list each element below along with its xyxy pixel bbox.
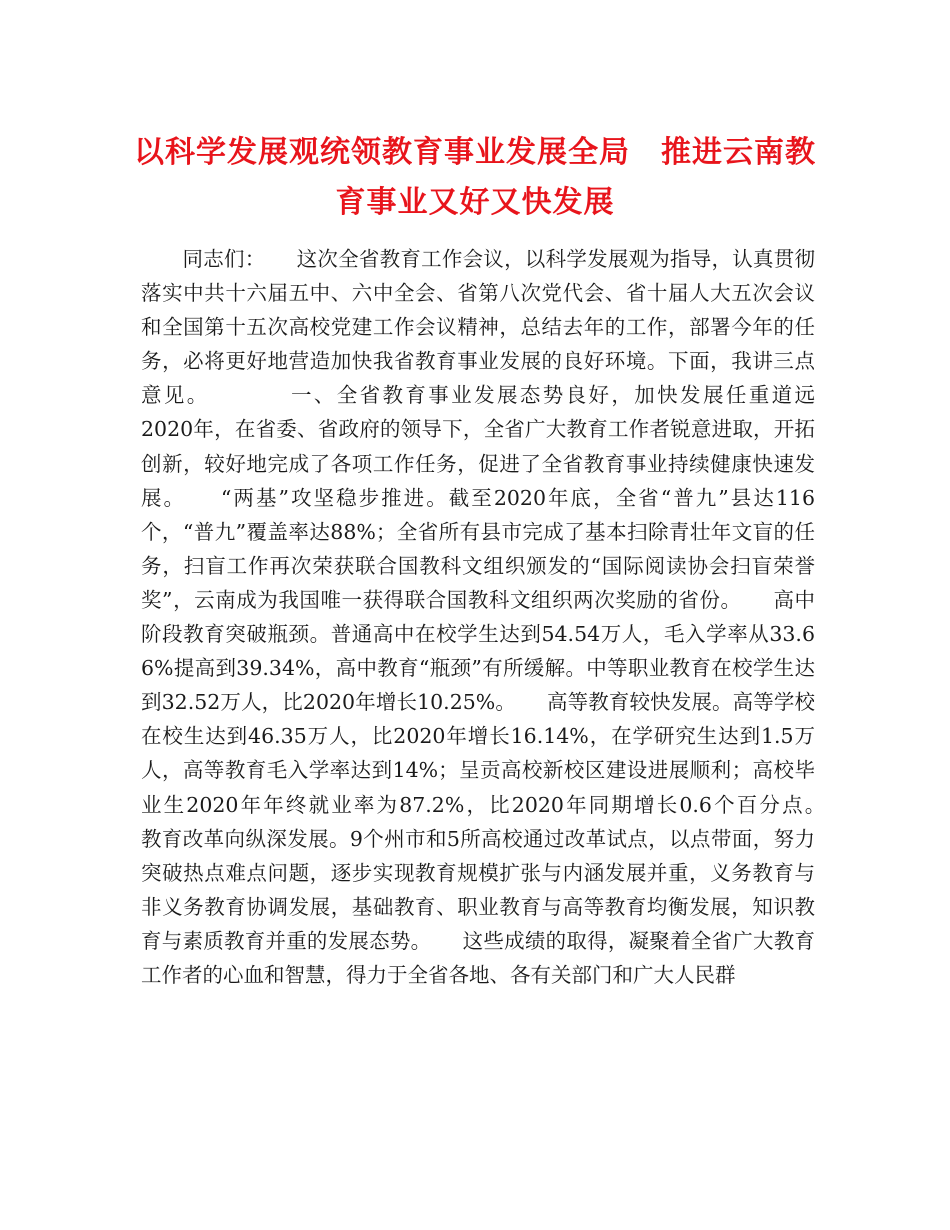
document-body: 同志们： 这次全省教育工作会议，以科学发展观为指导，认真贯彻落实中共十六届五中、六中全会、省第八次党代会、省十届人大五次会议和全国第十五次高校党建工作会议精神，总结去年的工作，部署今年的任务，必将更好地营造加快我省教育事业发展的良好环境。下面，我讲三点意见。 一、全省教育事业发展态势良好，加快发展任重道远 2020年，在省委、省政府的领导下，全省广大教育工作者锐意进取，开拓创新，较好地完成了各项工作任务，促进了全省教育事业持续健康快速发展。 “两基”攻坚稳步推进。截至2020年底，全省“普九”县达116个，“普九”覆盖率达88%；全省所有县市完成了基本扫除青壮年文盲的任务，扫盲工作再次荣获联合国教科文组织颁发的“国际阅读协会扫盲荣誉奖”，云南成为我国唯一获得联合国教科文组织两次奖励的省份。 高中阶段教育突破瓶颈。普通高中在校学生达到54.54万人，毛入学率从33.66%提高到39.34%，高中教育“瓶颈”有所缓解。中等职业教育在校学生达到32.52万人，比2020年增长10.25%。 高等教育较快发展。高等学校在校生达到46.35万人，比2020年增长16.14%，在学研究生达到1.5万人，高等教育毛入学率达到14%；呈贡高校新校区建设进展顺利；高校毕业生2020年年终就业率为87.2%，比2020年同期增长0.6个百分点。 教育改革向纵深发展。9个州市和5所高校通过改革试点，以点带面，努力突破热点难点问题，逐步实现教育规模扩张与内涵发展并重，义务教育与非义务教育协调发展，基础教育、职业教育与高等教育均衡发展，知识教育与素质教育并重的发展态势。 这些成绩的取得，凝聚着全省广大教育工作者的心血和智慧，得力于全省各地、各有关部门和广大人民群 <box>141 247 897 987</box>
document-title: 以科学发展观统领教育事业发展全局 推进云南教育事业又好又快发展 <box>134 135 816 220</box>
